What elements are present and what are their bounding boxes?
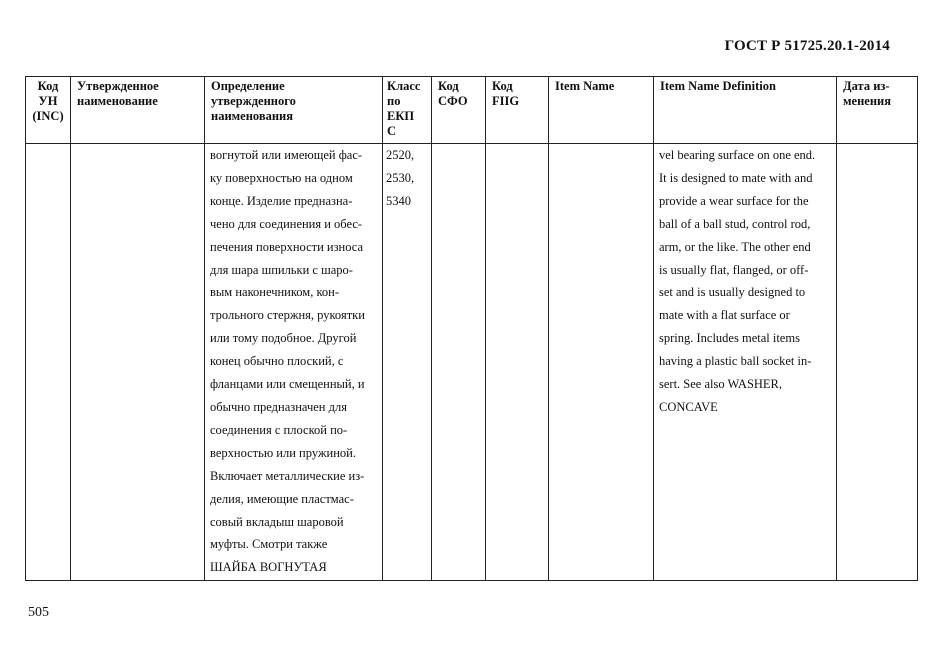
cell-fiig [486, 144, 549, 581]
col-header-definition: Определение утвержденного наименования [205, 77, 383, 144]
col-header-class: Класс по ЕКП С [383, 77, 432, 144]
cell-date-changed [837, 144, 918, 581]
col-header-item-name-definition: Item Name Definition [654, 77, 837, 144]
col-header-fiig: Код FIIG [486, 77, 549, 144]
cell-definition-ru: вогнутой или имеющей фас- ку поверхностью на одном конце. Изделие предназна- чено для соединения и обес- печения поверхности износа для шара шпильки с шаро- вым наконечником, кон- трольного стержня, рукоятки или тому подобное. Другой конец обычно плоский, с фланцами или смещенный, и обычно предназначен для соединения с плоской по- верхностью или пружиной. Включает металлические из- делия, имеющие пластмас- совый вкладыш шаровой муфты. Смотри также ШАЙБА ВОГНУТАЯ [205, 144, 383, 581]
header-row [26, 77, 918, 144]
cell-inc [26, 144, 71, 581]
catalog-table [25, 76, 918, 581]
cell-class-ekps: 2520, 2530, 5340 [383, 144, 432, 581]
cell-sfo [432, 144, 486, 581]
col-header-date-changed: Дата из- менения [837, 77, 918, 144]
col-header-inc: Код УН (INC) [26, 77, 71, 144]
page-number: 505 [28, 605, 49, 620]
cell-approved-name [71, 144, 205, 581]
col-header-sfo: Код СФО [432, 77, 486, 144]
table-row [26, 144, 918, 581]
col-header-item-name: Item Name [549, 77, 654, 144]
cell-item-name [549, 144, 654, 581]
col-header-approved-name: Утвержденное наименование [71, 77, 205, 144]
document-code: ГОСТ Р 51725.20.1-2014 [724, 38, 890, 54]
cell-item-name-definition: vel bearing surface on one end. It is designed to mate with and provide a wear surface for the ball of a ball stud, control rod, arm, or the like. The other end is usually flat, flanged, or off- set and is usually designed to mate with a flat surface or spring. Includes metal items having a plastic ball socket in- sert. See also WASHER, CONCAVE [654, 144, 837, 581]
